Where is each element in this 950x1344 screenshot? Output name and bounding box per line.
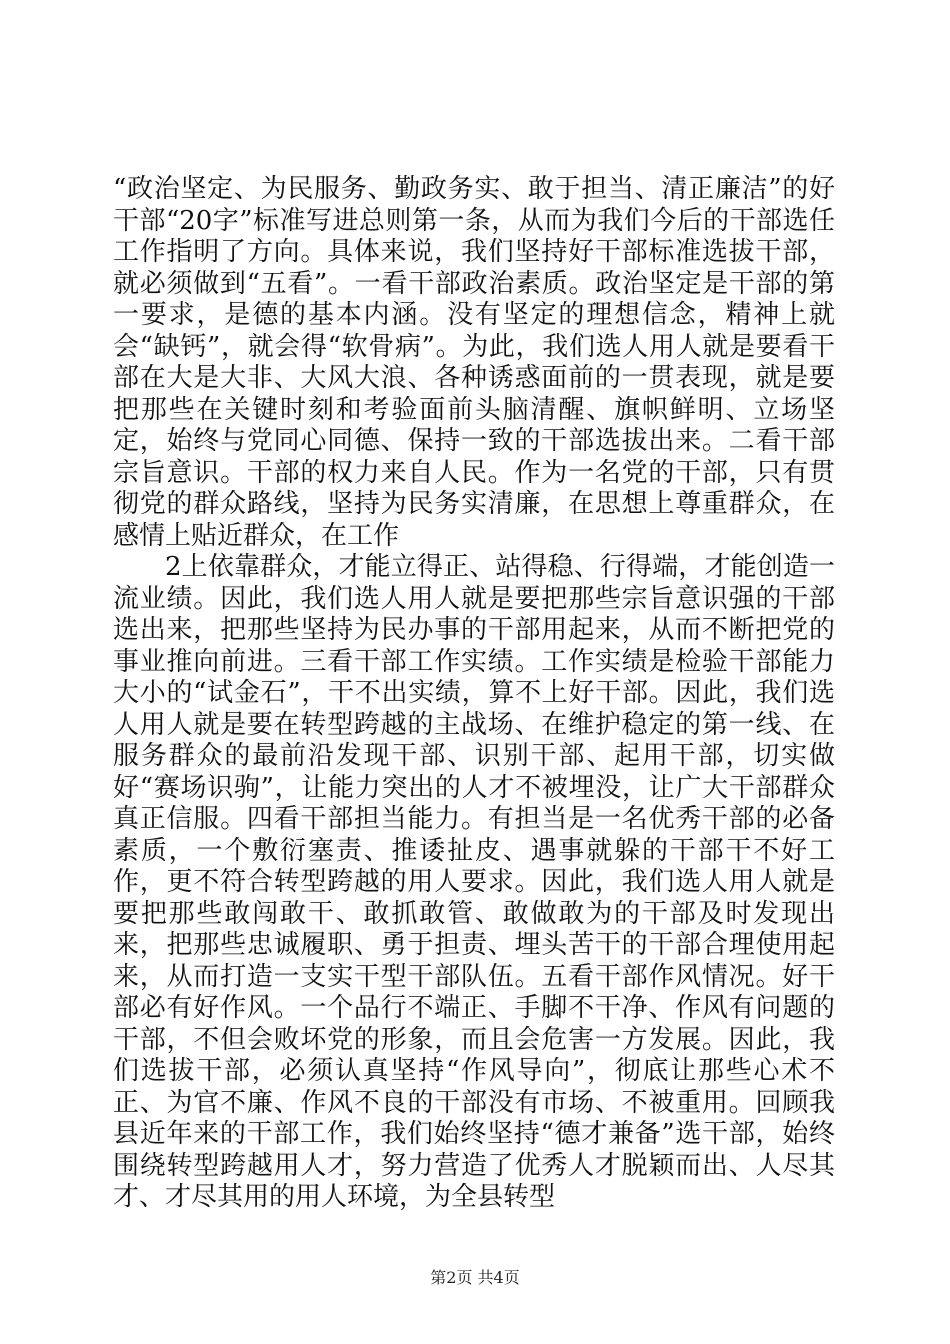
paragraph-1: “政治坚定、为民服务、勤政务实、敢于担当、清正廉洁”的好干部“20字”标准写进总则第一条，从而为我们今后的干部选任工作指明了方向。具体来说，我们坚持好干部标准选拔干部，就必须做到“五看”。一看干部政治素质。政治坚定是干部的第一要求，是德的基本内涵。没有坚定的理想信念，精神上就会“缺钙”，就会得“软骨病”。为此，我们选人用人就是要看干部在大是大非、大风大浪、各种诱惑面前的一贯表现，就是要把那些在关键时刻和考验面前头脑清醒、旗帜鲜明、立场坚定，始终与党同心同德、保持一致的干部选拔出来。二看干部宗旨意识。干部的权力来自人民。作为一名党的干部，只有贯彻党的群众路线，坚持为民务实清廉，在思想上尊重群众，在感情上贴近群众，在工作 xyxy=(113,174,835,551)
page-footer xyxy=(0,1268,950,1288)
document-body xyxy=(113,174,835,1214)
page-number-label: 第2页 共4页 xyxy=(430,1268,520,1287)
paragraph-2: 2上依靠群众，才能立得正、站得稳、行得端，才能创造一流业绩。因此，我们选人用人就是要把那些宗旨意识强的干部选出来，把那些坚持为民办事的干部用起来，从而不断把党的事业推向前进。三看干部工作实绩。工作实绩是检验干部能力大小的“试金石”，干不出实绩，算不上好干部。因此，我们选人用人就是要在转型跨越的主战场、在维护稳定的第一线、在服务群众的最前沿发现干部、识别干部、起用干部，切实做好“赛场识驹”，让能力突出的人才不被埋没，让广大干部群众真正信服。四看干部担当能力。有担当是一名优秀干部的必备素质，一个敷衍塞责、推诿扯皮、遇事就躲的干部干不好工作，更不符合转型跨越的用人要求。因此，我们选人用人就是要把那些敢闯敢干、敢抓敢管、敢做敢为的干部及时发现出来，把那些忠诚履职、勇于担责、埋头苦干的干部合理使用起来，从而打造一支实干型干部队伍。五看干部作风情况。好干部必有好作风。一个品行不端正、手脚不干净、作风有问题的干部，不但会败坏党的形象，而且会危害一方发展。因此，我们选拔干部，必须认真坚持“作风导向”，彻底让那些心术不正、为官不廉、作风不良的干部没有市场、不被重用。回顾我县近年来的干部工作，我们始终坚持“德才兼备”选干部，始终围绕转型跨越用人才，努力营造了优秀人才脱颖而出、人尽其才、才尽其用的用人环境，为全县转型 xyxy=(113,552,835,1212)
